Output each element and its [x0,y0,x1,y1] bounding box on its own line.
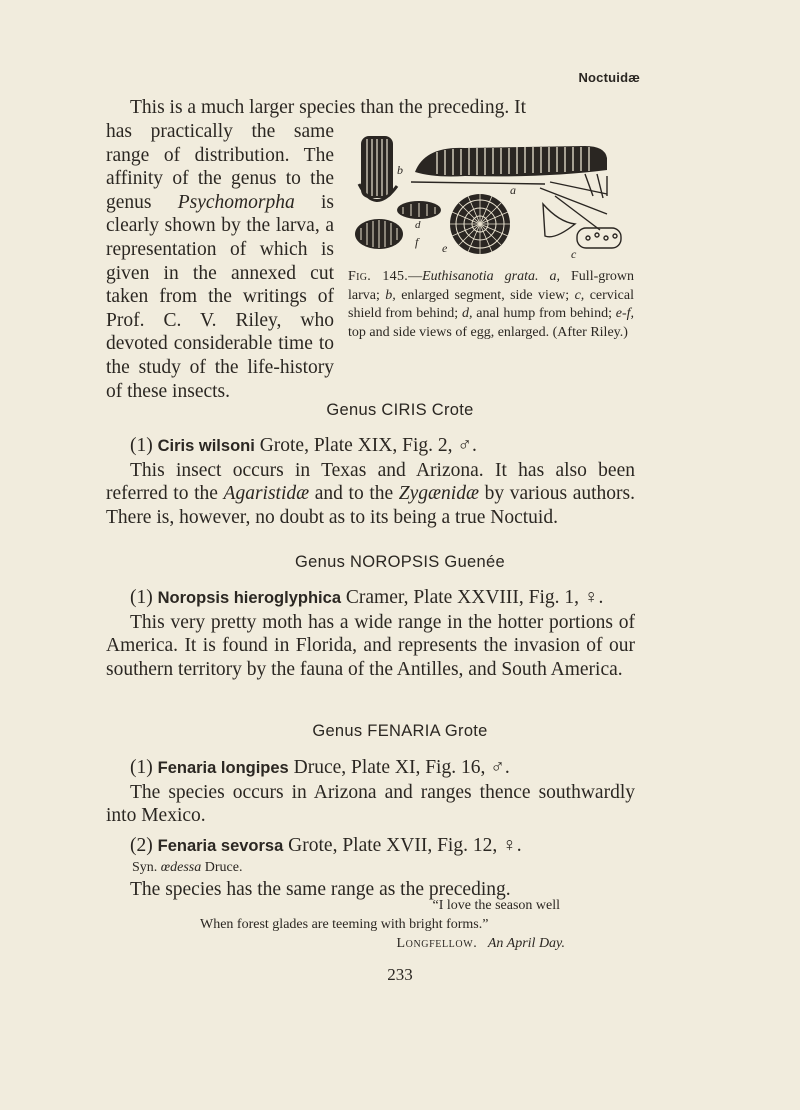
page-number: 233 [387,965,413,984]
figure-label-e: e [442,241,448,255]
larva-figure [345,124,635,262]
closing-quote: “I love the season well When forest glades are teeming with bright forms.” Longfellow. An April Day. [200,898,565,952]
species-description: The species occurs in Arizona and ranges thence southwardly into Mexico. [106,781,635,827]
synonym-line: Syn. œdessa Druce. [132,860,243,876]
figure-label-c: c [571,247,577,261]
species-description: This very pretty moth has a wide range in the hotter portions of America. It is found in Florida, and represents the invasion of our southern territory by the fauna of the Antilles, and South America. [106,611,635,680]
intro-first-line: This is a much larger species than the preceding. It [130,97,527,118]
ciris-section [106,434,635,529]
egg-top-view-illustration [450,194,510,254]
running-head: Noctuidæ [578,70,640,85]
anal-hump-illustration [397,201,441,219]
quote-work: An April Day. [487,936,565,952]
egg-side-view-illustration [355,219,403,249]
species-entry: (2) Fenaria sevorsa Grote, Plate XVII, Fig. 12, ♀. [130,834,522,856]
cervical-shield-illustration [540,174,621,248]
noropsis-section [106,586,635,681]
figure-label-b: b [397,163,403,177]
figure-label-f: f [415,235,419,249]
species-description: This insect occurs in Texas and Arizona. It has also been referred to the Agaristidæ and to the Zygænidæ by various authors. There is, however, no doubt as to its being a true Noctuid. [106,459,636,528]
genus-heading-ciris: Genus CIRIS Crote [326,401,474,419]
species-entry: (1) Fenaria longipes Druce, Plate XI, Fig. 16, ♂. [130,757,510,778]
full-grown-larva-illustration [411,146,607,184]
enlarged-segment-illustration [359,136,397,201]
figure-caption: Fig. 145.—Euthisanotia grata. a, Full-grown larva; b, enlarged segment, side view; c, cervical shield from behind; d, anal hump from behind; e-f, top and side views of egg, enlarged. (After Riley.) [348,269,635,340]
intro-column: has practically the same range of distribution. The affinity of the genus to the genus Psychomorpha is clearly shown by the larva, a representation of which is given in the annexed cut taken from the writings of Prof. C. V. Riley, who devoted considerable time to the study of the life-history of these insects. [106,121,334,402]
figure-label-a: a [510,183,516,197]
species-description: The species has the same range as the preceding. [130,879,511,901]
species-entry: (1) Ciris wilsoni Grote, Plate XIX, Fig. 2, ♂. [130,435,477,456]
figure-label-d: d [415,219,421,231]
genus-heading-noropsis: Genus NOROPSIS Guenée [295,553,505,571]
genus-heading-fenaria: Genus FENARIA Grote [312,722,488,740]
quote-author: Longfellow. [396,936,478,952]
fenaria-section [106,756,635,902]
genus-name: Psychomorpha [177,191,295,213]
species-entry: (1) Noropsis hieroglyphica Cramer, Plate XXVIII, Fig. 1, ♀. [130,587,604,608]
